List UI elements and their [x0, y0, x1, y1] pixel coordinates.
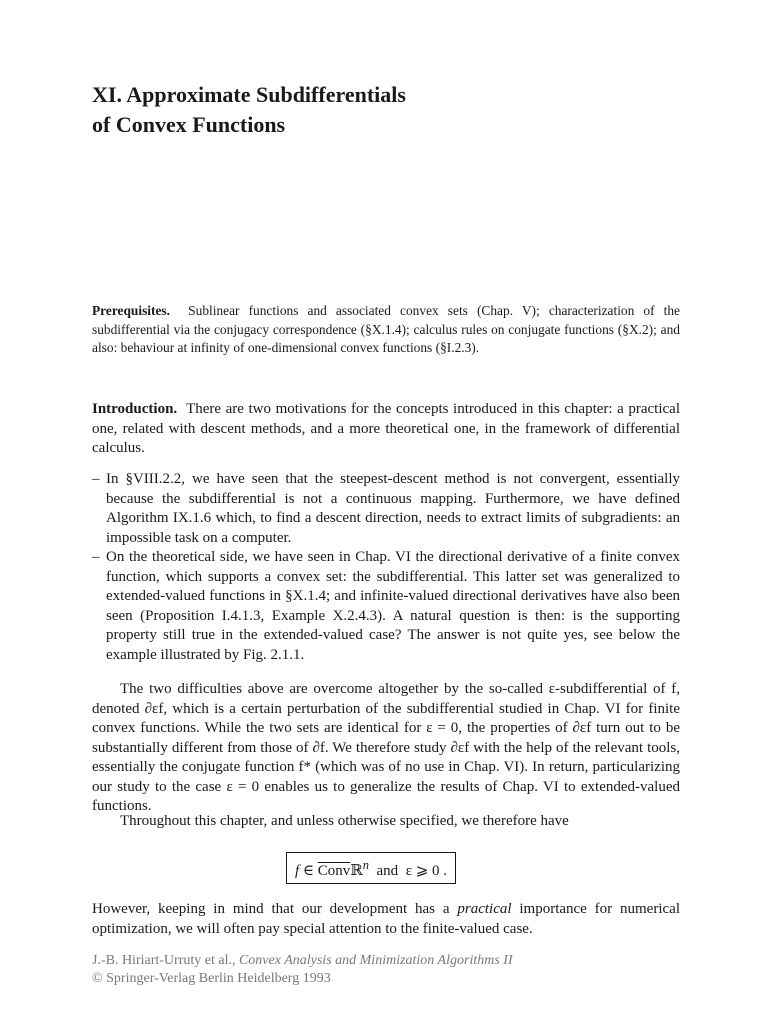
formula-exponent: n	[362, 858, 370, 872]
prerequisites-label: Prerequisites.	[92, 303, 170, 318]
practical-paragraph	[92, 900, 680, 939]
formula-f: f	[295, 863, 300, 879]
epsilon-subdifferential-paragraph: The two difficulties above are overcome altogether by the so-called ε-subdifferential of f, denoted ∂εf, which is a certain perturbation of the subdifferential studied in Chap. VI for finite convex functions. While the two sets are identical for ε = 0, the properties of ∂εf turn out to be substantially different from those of ∂f. We therefore study ∂εf with the help of the relevant tools, essentially the conjugate function f* (which was of no use in Chap. VI). In return, particularizing our study to the case ε = 0 enables us to generalize the results of Chap. VI to extended-valued functions.	[92, 681, 680, 814]
formula-conv: Conv	[317, 863, 351, 879]
list-item	[92, 548, 680, 665]
formula-in: ∈	[302, 863, 315, 879]
introduction-paragraph	[92, 400, 680, 459]
introduction-label: Introduction.	[92, 401, 178, 417]
formula-condition: ε ⩾ 0 .	[405, 863, 448, 879]
introduction-text: There are two motivations for the concepts introduced in this chapter: a practical one, related with descent methods, and a more theoretical one, in the framework of differential calculus.	[92, 401, 680, 456]
prerequisites-paragraph	[92, 302, 680, 358]
chapter-title-line-1: XI. Approximate Subdifferentials	[92, 82, 406, 107]
practical-emphasis: practical	[457, 901, 512, 917]
chapter-title-line-2: of Convex Functions	[92, 112, 286, 137]
list-item-text: In §VIII.2.2, we have seen that the steepest-descent method is not convergent, essentially because the subdifferential is not a continuous mapping. Furthermore, we have defined Algorithm IX.1.6 which, to find a descent direction, needs to extract limits of subgradients: an impossible task on a computer.	[106, 471, 680, 546]
list-dash: –	[92, 549, 100, 565]
assumption-paragraph: Throughout this chapter, and unless otherwise specified, we therefore have	[120, 813, 569, 829]
prerequisites-text: Sublinear functions and associated convex sets (Chap. V); characterization of the subdifferential via the conjugacy correspondence (§X.1.4); calculus rules on conjugate functions (§X.2); and also: behaviour at infinity of one-dimensional convex functions (§I.2.3).	[92, 303, 680, 355]
practical-text-before: However, keeping in mind that our development has a	[92, 901, 458, 917]
footer-book-title: Convex Analysis and Minimization Algorithms II	[238, 953, 513, 968]
chapter-title	[92, 80, 692, 140]
list-dash: –	[92, 471, 100, 487]
formula-and: and	[376, 863, 399, 879]
boxed-formula	[286, 852, 456, 884]
practical-text-after: importance for numerical optimization, we will often pay special attention to the finite-valued case.	[92, 901, 680, 937]
list-item	[92, 470, 680, 548]
footer-copyright: © Springer-Verlag Berlin Heidelberg 1993	[92, 971, 331, 986]
footer-citation	[92, 952, 680, 970]
list-item-text: On the theoretical side, we have seen in Chap. VI the directional derivative of a finite convex function, which supports a convex set: the subdifferential. This latter set was generalized to extended-valued functions in §X.1.4; and infinite-valued directional derivatives have also been seen (Proposition I.4.1.3, Example X.2.4.3). A natural question is then: is the supporting property still true in the extended-valued case? The answer is not quite yes, see below the example illustrated by Fig. 2.1.1.	[106, 549, 680, 663]
page-footer	[92, 952, 680, 988]
motivation-list	[92, 470, 680, 665]
footer-authors: J.-B. Hiriart-Urruty et al.,	[92, 953, 239, 968]
formula-space: ℝ	[350, 863, 363, 879]
